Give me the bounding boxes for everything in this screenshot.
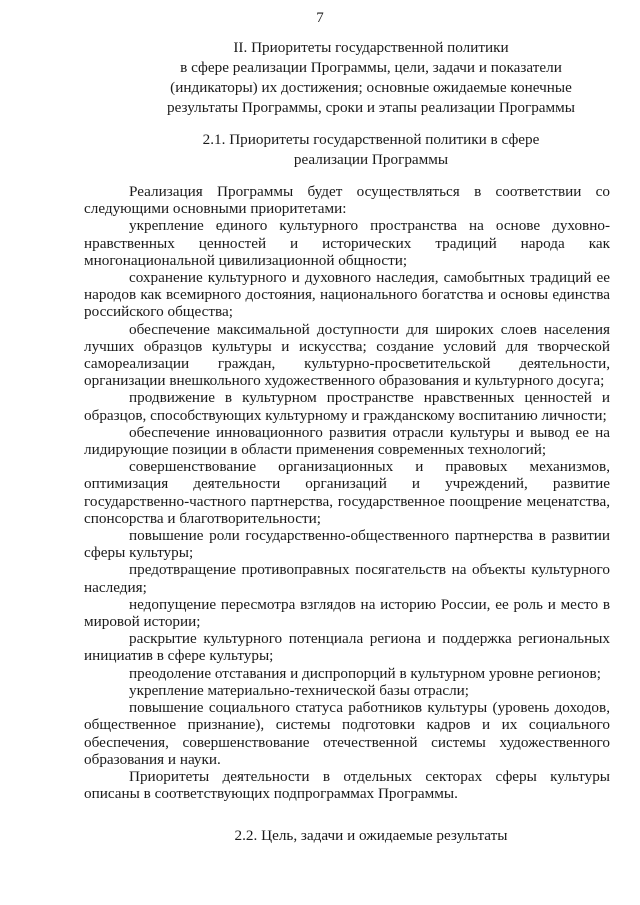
priority-item: укрепление единого культурного пространства на основе духовно-нравственных ценностей и исторических традиций народа как многонациональной цивилизационной общности; [84, 217, 610, 269]
priority-item: повышение роли государственно-общественного партнерства в развитии сферы культуры; [84, 527, 610, 562]
priority-item: обеспечение максимальной доступности для широких слоев населения лучших образцов культуры и искусства; создание условий для творческой самореализации граждан, культурно-просветительской деятельности, организации внешкольного художественного образования и культурного досуга; [84, 320, 610, 390]
priority-item: продвижение в культурном пространстве нравственных ценностей и образцов, способствующих культурному и гражданскому воспитанию личности; [84, 389, 610, 424]
section-heading-line: (индикаторы) их достижения; основные ожидаемые конечные [170, 79, 572, 96]
priority-item: укрепление материально-технической базы отрасли; [129, 681, 469, 699]
section-heading [80, 38, 640, 118]
subsection-heading-line: реализации Программы [293, 151, 449, 168]
section-heading-line: в сфере реализации Программы, цели, задачи и показатели [180, 59, 562, 76]
priority-item: преодоление отставания и диспропорций в культурном уровне регионов; [129, 664, 601, 682]
paragraph-conclusion: Приоритеты деятельности в отдельных секторах сферы культуры описаны в соответствующих подпрограммах Программы. [84, 767, 610, 803]
section-heading-line: результаты Программы, сроки и этапы реализации Программы [167, 99, 575, 116]
body-text [84, 183, 610, 802]
priority-item: недопущение пересмотра взглядов на историю России, ее роль и место в мировой истории; [84, 595, 610, 631]
priority-item: совершенствование организационных и правовых механизмов, оптимизация деятельности организаций и учреждений, развитие государственно-частного партнерства, государственное поощрение меценатства, спонсорства и благотворительности; [84, 458, 610, 527]
subsection-heading-line: 2.1. Приоритеты государственной политики в сфере [202, 131, 540, 148]
priority-item: раскрытие культурного потенциала региона и поддержка региональных инициатив в сфере культуры; [84, 630, 610, 665]
page-number: 7 [316, 10, 324, 26]
section-heading-line: II. Приоритеты государственной политики [233, 39, 509, 56]
subsection-heading-2 [80, 826, 640, 846]
priority-item: сохранение культурного и духовного наследия, самобытных традиций ее народов как всемирного достояния, национального богатства и основы единства российского общества; [84, 269, 610, 321]
priority-item: обеспечение инновационного развития отрасли культуры и вывод ее на лидирующие позиции в области применения современных технологий; [84, 423, 610, 459]
priority-item: повышение социального статуса работников культуры (уровень доходов, общественное признание), системы подготовки кадров и их социального обеспечения, совершенствование отечественной системы художественного образования и науки. [84, 699, 610, 768]
subsection-heading-line: 2.2. Цель, задачи и ожидаемые результаты [234, 827, 508, 844]
paragraph-intro: Реализация Программы будет осуществляться в соответствии со следующими основными приоритетами: [84, 183, 610, 218]
priority-item: предотвращение противоправных посягательств на объекты культурного наследия; [84, 561, 610, 596]
subsection-heading [80, 130, 640, 170]
